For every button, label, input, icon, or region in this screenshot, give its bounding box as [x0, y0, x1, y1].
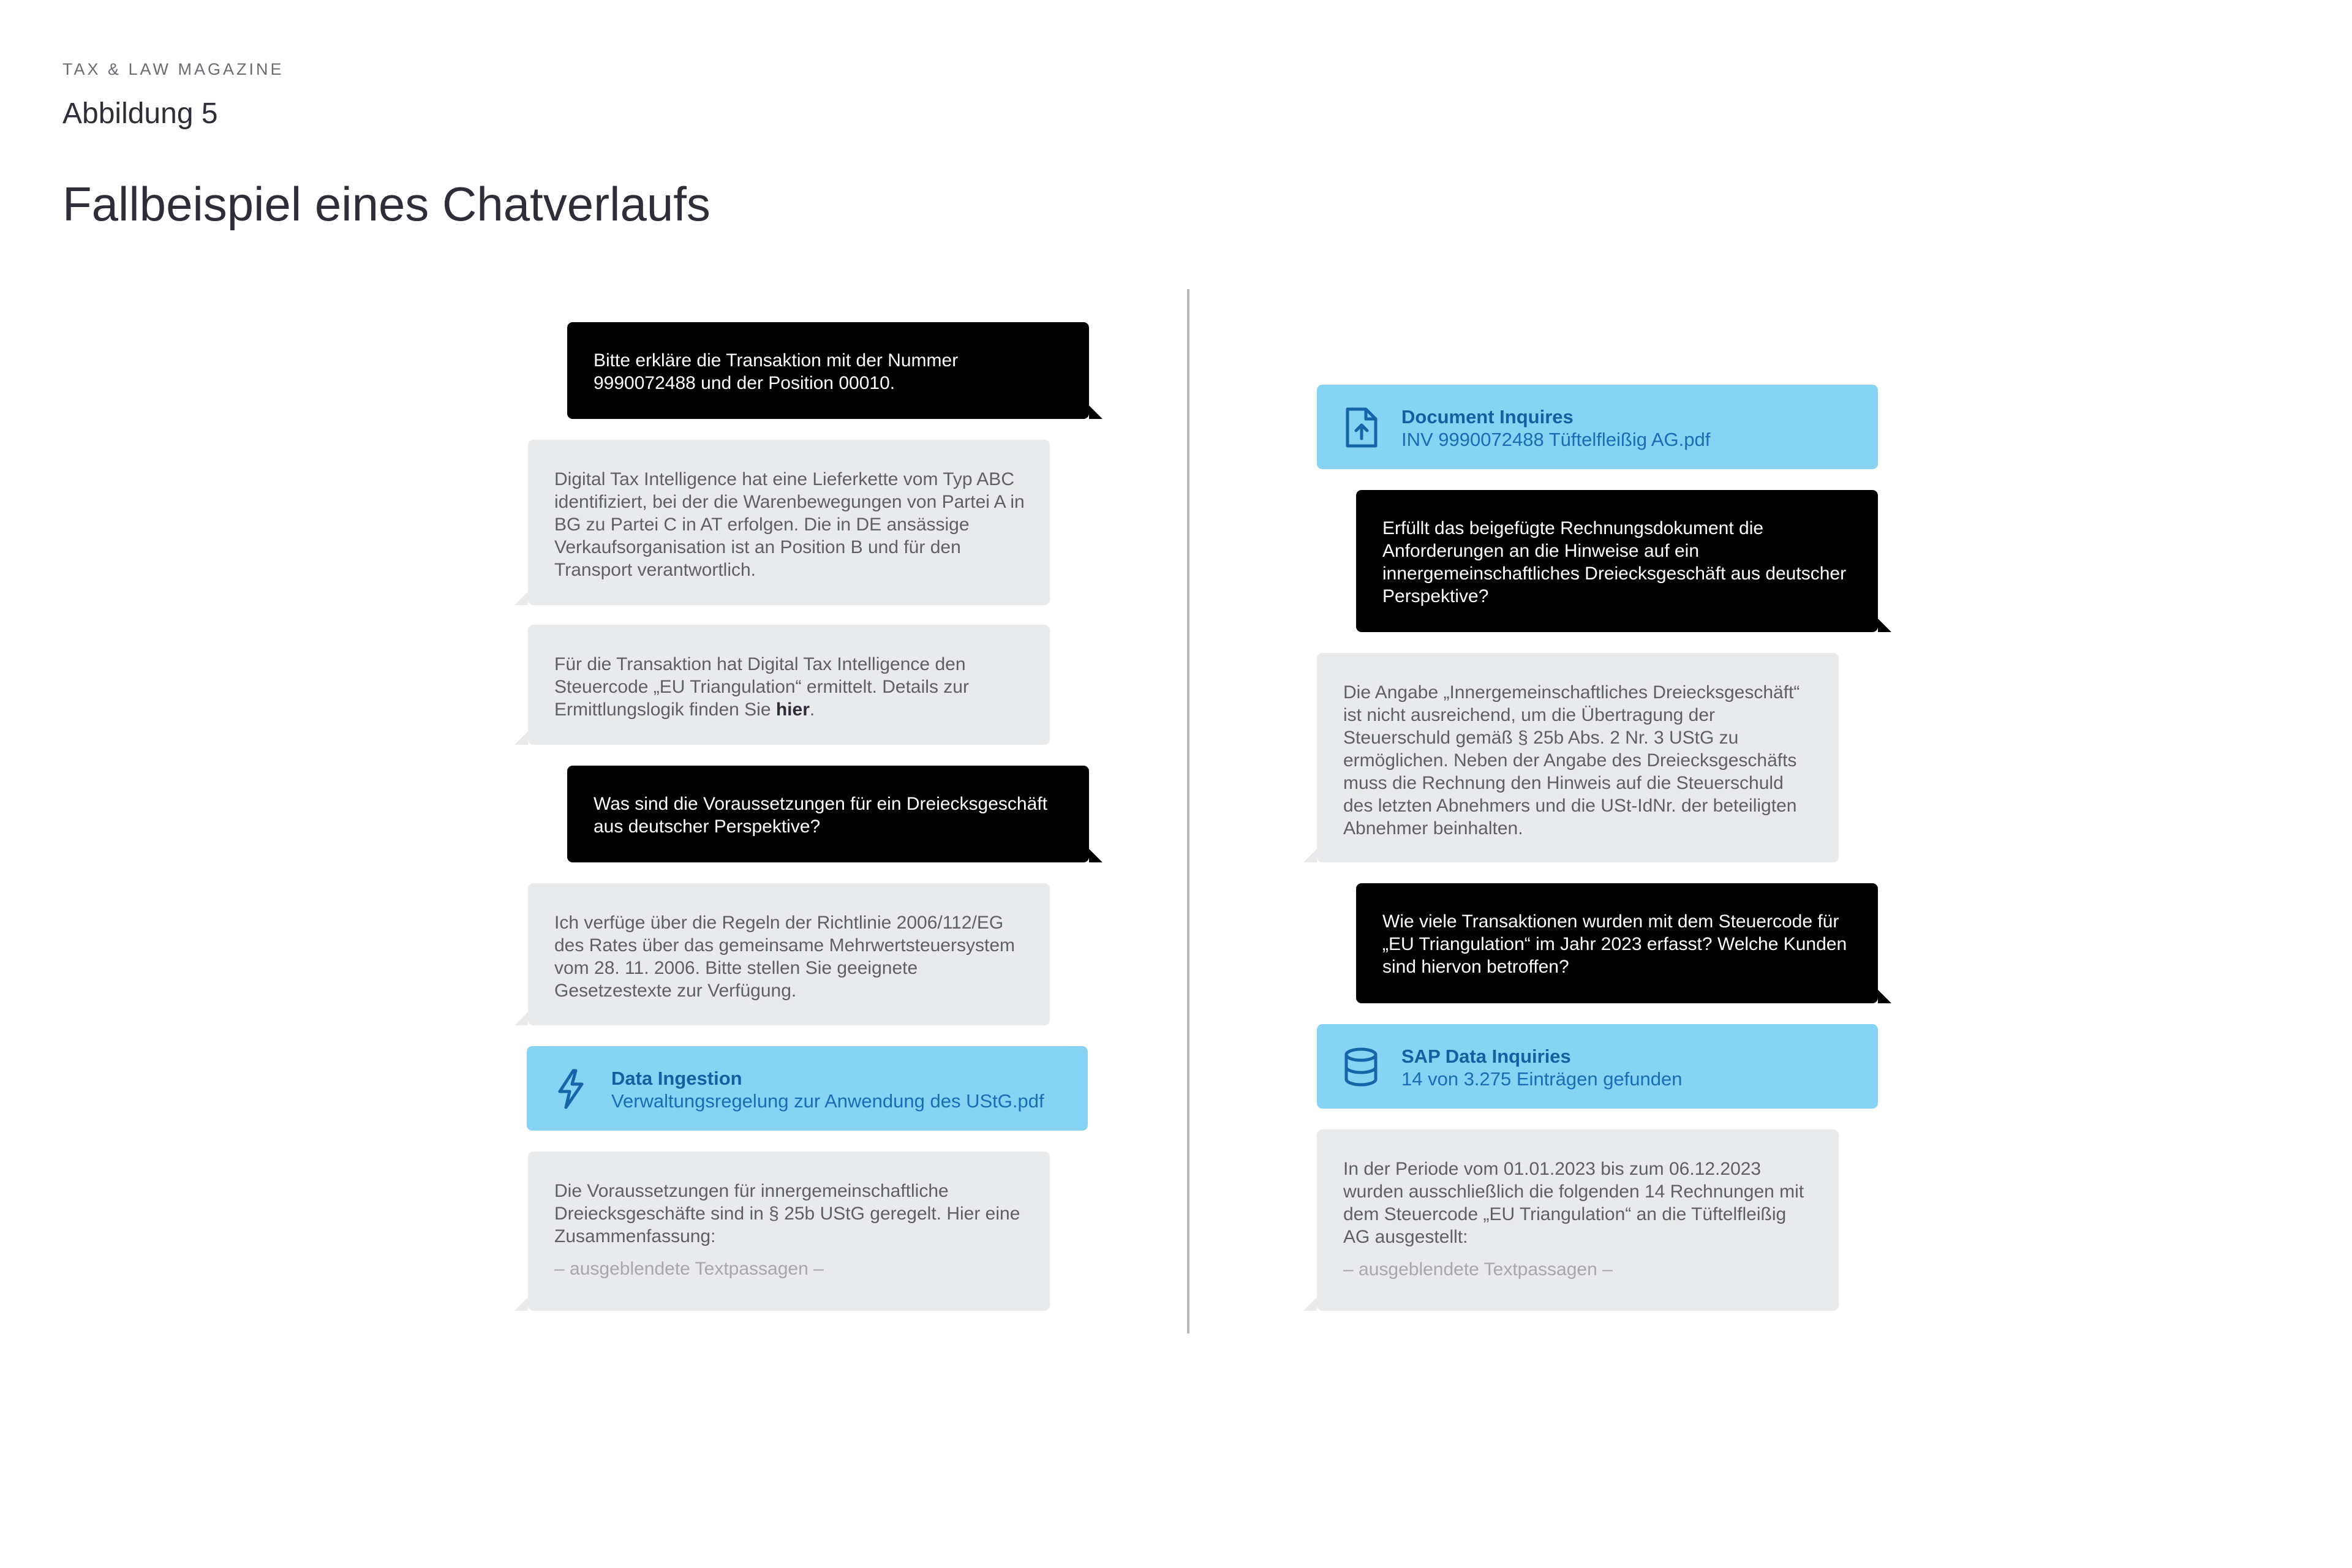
- assistant-message-text: Ich verfüge über die Regeln der Richtlinie 2006/112/EG des Rates über das gemeinsame Mehrwertsteuersystem vom 28. 11. 2006. Bitte stellen Sie geeignete Gesetzestexte zur Verfügung.: [554, 913, 1015, 1001]
- tool-detail: Verwaltungsregelung zur Anwendung des UStG.pdf: [611, 1090, 1044, 1112]
- user-message-text: Bitte erkläre die Transaktion mit der Nummer 9990072488 und der Position 00010.: [594, 350, 959, 393]
- database-icon: [1341, 1045, 1381, 1089]
- user-message-3: [1356, 490, 1878, 632]
- user-message-text: Was sind die Voraussetzungen für ein Dreiecksgeschäft aus deutscher Perspektive?: [594, 794, 1047, 837]
- user-message-2: [567, 766, 1089, 862]
- tool-title: Data Ingestion: [611, 1068, 742, 1089]
- assistant-message-5: [1317, 653, 1839, 862]
- user-message-text: Erfüllt das beigefügte Rechnungsdokument die Anforderungen an die Hinweise auf ein innergemeinschaftliches Dreiecksgeschäft aus deutscher Perspektive?: [1382, 518, 1847, 606]
- data-ingestion-card[interactable]: [527, 1046, 1088, 1131]
- file-upload-icon: [1341, 405, 1381, 450]
- assistant-message-1: [528, 440, 1050, 605]
- hidden-passages-note: – ausgeblendete Textpassagen –: [554, 1259, 824, 1279]
- assistant-message-2: [528, 625, 1050, 745]
- hidden-passages-note: – ausgeblendete Textpassagen –: [1343, 1259, 1613, 1280]
- assistant-message-text: In der Periode vom 01.01.2023 bis zum 06.12.2023 wurden ausschließlich die folgenden 14 Rechnungen mit dem Steuercode „EU Triangulation“ an die Tüftelfleißig AG ausgestellt:: [1343, 1159, 1804, 1247]
- column-divider: [1187, 289, 1189, 1333]
- tool-detail: INV 9990072488 Tüftelfleißig AG.pdf: [1401, 429, 1711, 450]
- user-message-text: Wie viele Transaktionen wurden mit dem Steuercode für „EU Triangulation“ im Jahr 2023 erfasst? Welche Kunden sind hiervon betroffen?: [1382, 911, 1847, 977]
- tool-title: SAP Data Inquiries: [1401, 1046, 1571, 1067]
- assistant-message-6: [1317, 1129, 1839, 1311]
- assistant-message-3: [528, 883, 1050, 1025]
- document-inquires-card[interactable]: [1317, 385, 1878, 469]
- sap-data-inquiries-card[interactable]: [1317, 1024, 1878, 1109]
- page-title: Fallbeispiel eines Chatverlaufs: [62, 177, 710, 231]
- user-message-4: [1356, 883, 1878, 1003]
- assistant-message-text: Digital Tax Intelligence hat eine Lieferkette vom Typ ABC identifiziert, bei der die Warenbewegungen von Partei A in BG zu Partei C in AT erfolgen. Die in DE ansässige Verkaufsorganisation ist an Position B und für den Transport verantwortlich.: [554, 469, 1025, 580]
- assistant-message-text: Die Angabe „Innergemeinschaftliches Dreiecksgeschäft“ ist nicht ausreichend, um die Übertragung der Steuerschuld gemäß § 25b Abs. 2 Nr. 3 UStG zu ermöglichen. Neben der Angabe des Dreiecksgeschäfts muss die Rechnung den Hinweis auf die Steuerschuld des letzten Abnehmers und die USt-IdNr. der beteiligten Abnehmer beinhalten.: [1343, 682, 1800, 839]
- assistant-message-text: [554, 653, 1025, 721]
- message-text-part: Für die Transaktion hat Digital Tax Intelligence den Steuercode „EU Triangulation“ ermittelt. Details zur Ermittlungslogik finden Sie: [554, 654, 969, 720]
- details-link[interactable]: hier: [775, 699, 810, 720]
- assistant-message-4: [528, 1152, 1050, 1311]
- tool-title: Document Inquires: [1401, 406, 1574, 428]
- user-message-1: [567, 322, 1089, 419]
- message-text-end: .: [809, 699, 815, 720]
- assistant-message-text: Die Voraussetzungen für innergemeinschaftliche Dreiecksgeschäfte sind in § 25b UStG geregelt. Hier eine Zusammenfassung:: [554, 1181, 1020, 1246]
- magazine-name: TAX & LAW MAGAZINE: [62, 60, 284, 78]
- tool-detail: 14 von 3.275 Einträgen gefunden: [1401, 1068, 1683, 1090]
- lightning-icon: [551, 1067, 590, 1111]
- figure-label: Abbildung 5: [62, 97, 218, 130]
